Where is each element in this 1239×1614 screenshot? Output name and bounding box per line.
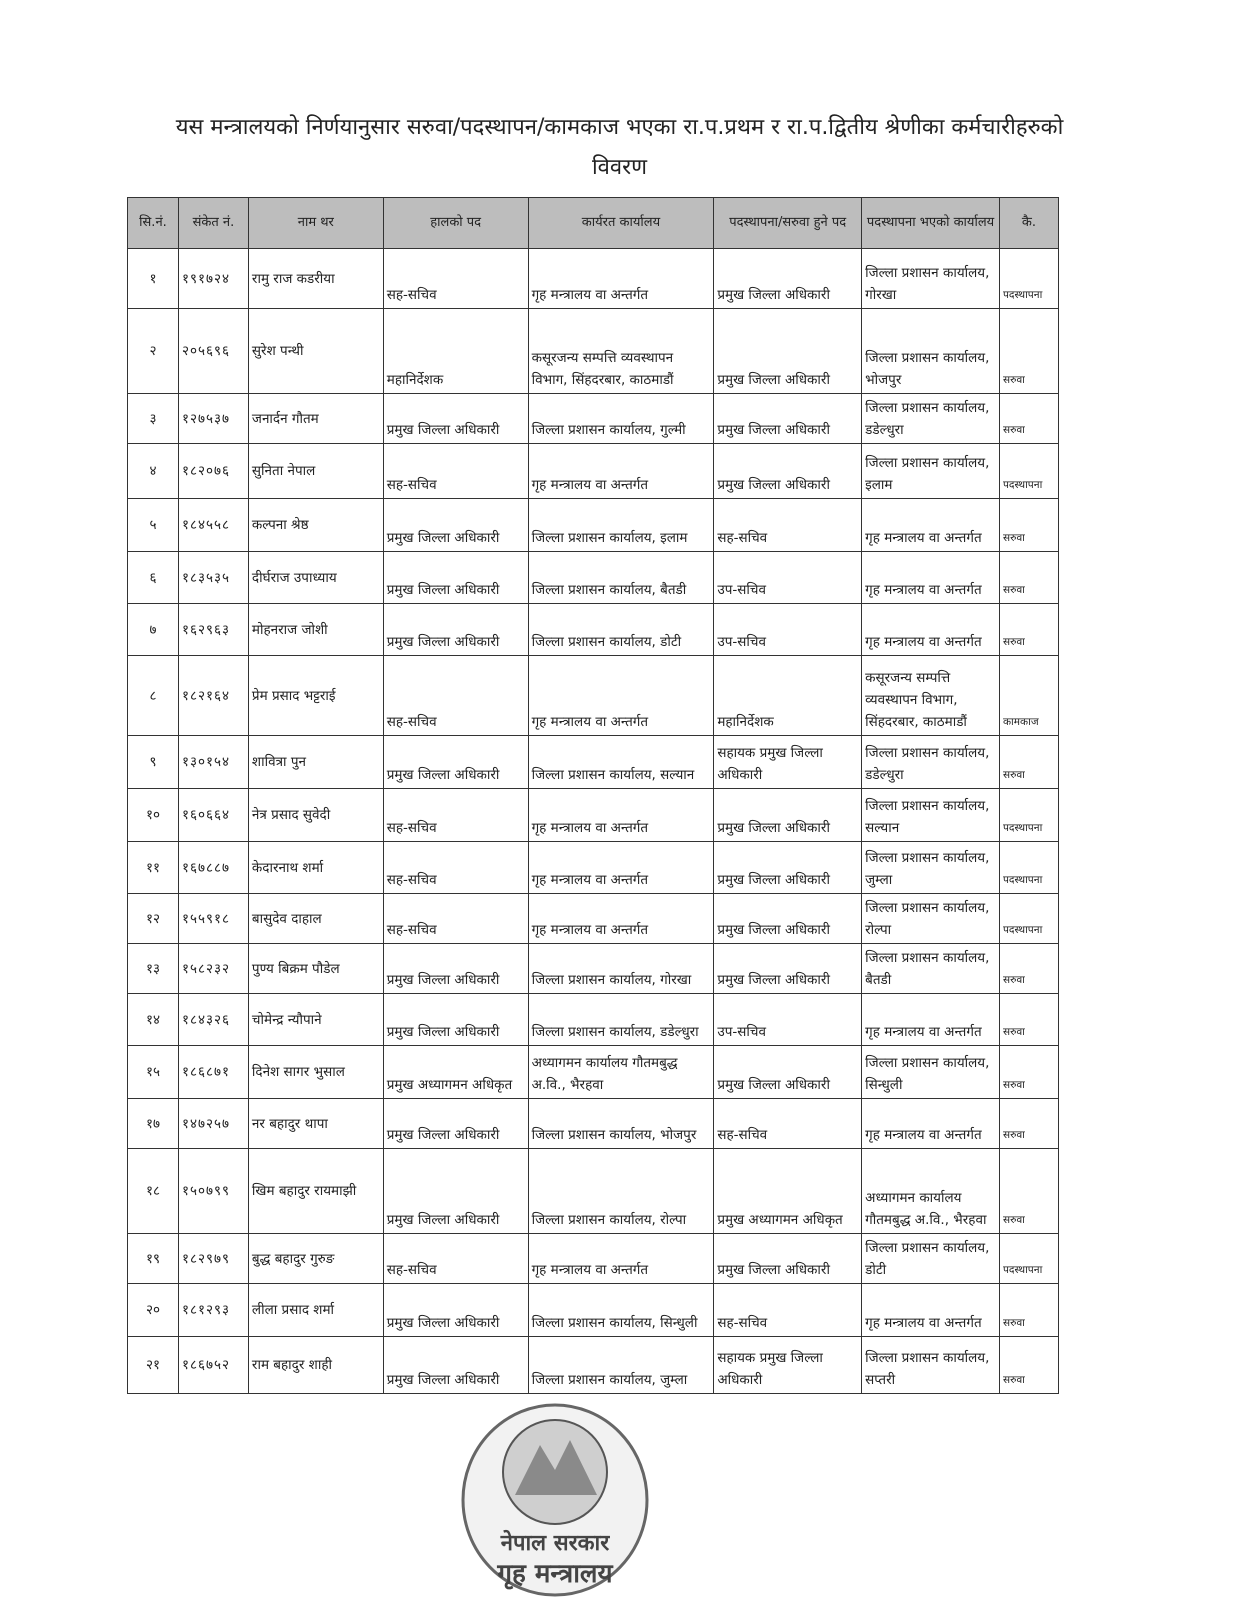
- cell-current-office: गृह मन्त्रालय वा अन्तर्गत: [528, 444, 714, 499]
- cell-code: १६०६६४: [178, 789, 248, 842]
- cell-new-post: प्रमुख जिल्ला अधिकारी: [714, 894, 862, 944]
- transfer-table: [127, 197, 1059, 1394]
- cell-remarks: सरुवा: [999, 994, 1058, 1046]
- cell-current-office: जिल्ला प्रशासन कार्यालय, सल्यान: [528, 736, 714, 789]
- cell-current-office: गृह मन्त्रालय वा अन्तर्गत: [528, 656, 714, 736]
- cell-new-office: गृह मन्त्रालय वा अन्तर्गत: [862, 1284, 1000, 1337]
- table-row: [128, 499, 1059, 552]
- table-row: [128, 249, 1059, 309]
- cell-remarks: कामकाज: [999, 656, 1058, 736]
- cell-name: शावित्रा पुन: [248, 736, 383, 789]
- cell-current-office: गृह मन्त्रालय वा अन्तर्गत: [528, 842, 714, 894]
- document-title: [0, 108, 1239, 188]
- cell-new-office: जिल्ला प्रशासन कार्यालय, डोटी: [862, 1234, 1000, 1284]
- cell-new-office: जिल्ला प्रशासन कार्यालय, जुम्ला: [862, 842, 1000, 894]
- seal-text-bottom: गृह मन्त्रालय: [497, 1559, 613, 1589]
- cell-serial: १७: [128, 1099, 179, 1149]
- seal-text-top: नेपाल सरकार: [500, 1531, 610, 1556]
- cell-new-post: प्रमुख अध्यागमन अधिकृत: [714, 1149, 862, 1234]
- cell-current-post: प्रमुख जिल्ला अधिकारी: [383, 604, 528, 656]
- cell-new-office: जिल्ला प्रशासन कार्यालय, सल्यान: [862, 789, 1000, 842]
- cell-code: १८६७५२: [178, 1337, 248, 1394]
- cell-new-post: प्रमुख जिल्ला अधिकारी: [714, 842, 862, 894]
- cell-current-post: प्रमुख जिल्ला अधिकारी: [383, 1099, 528, 1149]
- cell-code: १८४३२६: [178, 994, 248, 1046]
- cell-new-post: प्रमुख जिल्ला अधिकारी: [714, 1046, 862, 1099]
- cell-new-post: सह-सचिव: [714, 1099, 862, 1149]
- cell-code: १५०७९९: [178, 1149, 248, 1234]
- title-line-2: विवरण: [591, 155, 648, 180]
- table-row: [128, 736, 1059, 789]
- cell-new-post: प्रमुख जिल्ला अधिकारी: [714, 309, 862, 394]
- cell-new-office: गृह मन्त्रालय वा अन्तर्गत: [862, 552, 1000, 604]
- cell-serial: १०: [128, 789, 179, 842]
- cell-current-office: जिल्ला प्रशासन कार्यालय, रोल्पा: [528, 1149, 714, 1234]
- cell-remarks: सरुवा: [999, 604, 1058, 656]
- cell-current-post: सह-सचिव: [383, 842, 528, 894]
- cell-current-post: प्रमुख जिल्ला अधिकारी: [383, 552, 528, 604]
- cell-current-post: प्रमुख अध्यागमन अधिकृत: [383, 1046, 528, 1099]
- cell-current-post: प्रमुख जिल्ला अधिकारी: [383, 994, 528, 1046]
- cell-name: सुनिता नेपाल: [248, 444, 383, 499]
- table-row: [128, 1046, 1059, 1099]
- table-row: [128, 1149, 1059, 1234]
- cell-new-post: प्रमुख जिल्ला अधिकारी: [714, 944, 862, 994]
- cell-serial: ६: [128, 552, 179, 604]
- cell-new-post: सहायक प्रमुख जिल्ला अधिकारी: [714, 736, 862, 789]
- cell-current-office: जिल्ला प्रशासन कार्यालय, भोजपुर: [528, 1099, 714, 1149]
- cell-new-post: सह-सचिव: [714, 499, 862, 552]
- cell-name: लीला प्रसाद शर्मा: [248, 1284, 383, 1337]
- cell-remarks: पदस्थापना: [999, 894, 1058, 944]
- cell-name: कल्पना श्रेष्ठ: [248, 499, 383, 552]
- table-row: [128, 1099, 1059, 1149]
- cell-serial: १९: [128, 1234, 179, 1284]
- cell-name: जनार्दन गौतम: [248, 394, 383, 444]
- cell-current-post: प्रमुख जिल्ला अधिकारी: [383, 1337, 528, 1394]
- cell-code: १८६८७१: [178, 1046, 248, 1099]
- cell-serial: २: [128, 309, 179, 394]
- table-header-row: [128, 198, 1059, 249]
- cell-name: प्रेम प्रसाद भट्टराई: [248, 656, 383, 736]
- cell-code: १८३५३५: [178, 552, 248, 604]
- cell-name: बुद्ध बहादुर गुरुङ: [248, 1234, 383, 1284]
- table-row: [128, 894, 1059, 944]
- cell-serial: ५: [128, 499, 179, 552]
- cell-current-office: जिल्ला प्रशासन कार्यालय, डडेल्धुरा: [528, 994, 714, 1046]
- cell-name: मोहनराज जोशी: [248, 604, 383, 656]
- cell-serial: १८: [128, 1149, 179, 1234]
- cell-name: पुण्य बिक्रम पौडेल: [248, 944, 383, 994]
- cell-current-post: प्रमुख जिल्ला अधिकारी: [383, 1284, 528, 1337]
- table-row: [128, 842, 1059, 894]
- cell-code: १८२१६४: [178, 656, 248, 736]
- cell-remarks: सरुवा: [999, 944, 1058, 994]
- table-row: [128, 944, 1059, 994]
- cell-new-post: प्रमुख जिल्ला अधिकारी: [714, 249, 862, 309]
- cell-new-post: उप-सचिव: [714, 604, 862, 656]
- cell-current-office: कसूरजन्य सम्पत्ति व्यवस्थापन विभाग, सिंहदरबार, काठमाडौं: [528, 309, 714, 394]
- cell-serial: १४: [128, 994, 179, 1046]
- cell-current-office: अध्यागमन कार्यालय गौतमबुद्ध अ.वि., भैरहवा: [528, 1046, 714, 1099]
- cell-current-post: प्रमुख जिल्ला अधिकारी: [383, 499, 528, 552]
- cell-new-office: गृह मन्त्रालय वा अन्तर्गत: [862, 994, 1000, 1046]
- cell-remarks: सरुवा: [999, 552, 1058, 604]
- cell-serial: १२: [128, 894, 179, 944]
- table-row: [128, 309, 1059, 394]
- cell-remarks: सरुवा: [999, 1099, 1058, 1149]
- cell-name: सुरेश पन्थी: [248, 309, 383, 394]
- column-header-current-office: कार्यरत कार्यालय: [528, 198, 714, 249]
- cell-new-office: जिल्ला प्रशासन कार्यालय, डडेल्धुरा: [862, 736, 1000, 789]
- cell-new-office: अध्यागमन कार्यालय गौतमबुद्ध अ.वि., भैरहवा: [862, 1149, 1000, 1234]
- column-header-current-post: हालको पद: [383, 198, 528, 249]
- cell-new-office: जिल्ला प्रशासन कार्यालय, डडेल्धुरा: [862, 394, 1000, 444]
- column-header-code: संकेत नं.: [178, 198, 248, 249]
- cell-new-office: जिल्ला प्रशासन कार्यालय, सप्तरी: [862, 1337, 1000, 1394]
- cell-current-office: गृह मन्त्रालय वा अन्तर्गत: [528, 1234, 714, 1284]
- cell-current-office: जिल्ला प्रशासन कार्यालय, गोरखा: [528, 944, 714, 994]
- cell-remarks: सरुवा: [999, 736, 1058, 789]
- cell-remarks: पदस्थापना: [999, 249, 1058, 309]
- cell-new-post: प्रमुख जिल्ला अधिकारी: [714, 789, 862, 842]
- cell-remarks: सरुवा: [999, 499, 1058, 552]
- cell-current-office: जिल्ला प्रशासन कार्यालय, सिन्धुली: [528, 1284, 714, 1337]
- cell-new-post: प्रमुख जिल्ला अधिकारी: [714, 394, 862, 444]
- cell-current-post: सह-सचिव: [383, 1234, 528, 1284]
- column-header-new-office: पदस्थापना भएको कार्यालय: [862, 198, 1000, 249]
- table-row: [128, 1337, 1059, 1394]
- cell-serial: २०: [128, 1284, 179, 1337]
- cell-current-office: गृह मन्त्रालय वा अन्तर्गत: [528, 249, 714, 309]
- table-row: [128, 604, 1059, 656]
- cell-serial: ११: [128, 842, 179, 894]
- cell-code: १५८२३२: [178, 944, 248, 994]
- cell-code: १८४५५८: [178, 499, 248, 552]
- title-line-1: यस मन्त्रालयको निर्णयानुसार सरुवा/पदस्थापन/कामकाज भएका रा.प.प्रथम र रा.प.द्वितीय श्रेणीका कर्मचारीहरुको: [175, 115, 1064, 140]
- cell-serial: ९: [128, 736, 179, 789]
- cell-new-office: गृह मन्त्रालय वा अन्तर्गत: [862, 1099, 1000, 1149]
- cell-serial: ७: [128, 604, 179, 656]
- cell-remarks: पदस्थापना: [999, 1234, 1058, 1284]
- cell-remarks: पदस्थापना: [999, 444, 1058, 499]
- cell-current-office: गृह मन्त्रालय वा अन्तर्गत: [528, 789, 714, 842]
- cell-name: दिनेश सागर भुसाल: [248, 1046, 383, 1099]
- cell-remarks: सरुवा: [999, 309, 1058, 394]
- cell-new-post: सहायक प्रमुख जिल्ला अधिकारी: [714, 1337, 862, 1394]
- cell-name: नेत्र प्रसाद सुवेदी: [248, 789, 383, 842]
- cell-current-post: सह-सचिव: [383, 789, 528, 842]
- column-header-new-post: पदस्थापना/सरुवा हुने पद: [714, 198, 862, 249]
- cell-current-office: जिल्ला प्रशासन कार्यालय, इलाम: [528, 499, 714, 552]
- cell-current-post: सह-सचिव: [383, 894, 528, 944]
- cell-current-office: जिल्ला प्रशासन कार्यालय, गुल्मी: [528, 394, 714, 444]
- cell-name: बासुदेव दाहाल: [248, 894, 383, 944]
- table-row: [128, 1284, 1059, 1337]
- cell-new-office: कसूरजन्य सम्पत्ति व्यवस्थापन विभाग, सिंहदरबार, काठमाडौं: [862, 656, 1000, 736]
- cell-serial: १५: [128, 1046, 179, 1099]
- table-row: [128, 1234, 1059, 1284]
- cell-name: रामु राज कडरीया: [248, 249, 383, 309]
- cell-new-office: गृह मन्त्रालय वा अन्तर्गत: [862, 604, 1000, 656]
- cell-code: १५५९१८: [178, 894, 248, 944]
- column-header-serial: सि.नं.: [128, 198, 179, 249]
- cell-new-office: जिल्ला प्रशासन कार्यालय, रोल्पा: [862, 894, 1000, 944]
- cell-new-post: महानिर्देशक: [714, 656, 862, 736]
- table-row: [128, 444, 1059, 499]
- cell-new-post: प्रमुख जिल्ला अधिकारी: [714, 444, 862, 499]
- table-row: [128, 656, 1059, 736]
- cell-name: नर बहादुर थापा: [248, 1099, 383, 1149]
- cell-current-post: सह-सचिव: [383, 249, 528, 309]
- column-header-name: नाम थर: [248, 198, 383, 249]
- cell-code: १८१२९३: [178, 1284, 248, 1337]
- table-row: [128, 552, 1059, 604]
- cell-current-office: जिल्ला प्रशासन कार्यालय, डोटी: [528, 604, 714, 656]
- cell-current-post: प्रमुख जिल्ला अधिकारी: [383, 394, 528, 444]
- table-row: [128, 394, 1059, 444]
- cell-serial: ३: [128, 394, 179, 444]
- table-row: [128, 994, 1059, 1046]
- cell-code: १४७२५७: [178, 1099, 248, 1149]
- cell-current-post: महानिर्देशक: [383, 309, 528, 394]
- cell-serial: १३: [128, 944, 179, 994]
- cell-remarks: सरुवा: [999, 1337, 1058, 1394]
- cell-code: १९१७२४: [178, 249, 248, 309]
- cell-remarks: सरुवा: [999, 394, 1058, 444]
- cell-serial: २१: [128, 1337, 179, 1394]
- cell-current-post: सह-सचिव: [383, 444, 528, 499]
- ministry-seal-logo: [455, 1400, 655, 1600]
- cell-new-office: गृह मन्त्रालय वा अन्तर्गत: [862, 499, 1000, 552]
- cell-new-office: जिल्ला प्रशासन कार्यालय, गोरखा: [862, 249, 1000, 309]
- cell-current-office: जिल्ला प्रशासन कार्यालय, जुम्ला: [528, 1337, 714, 1394]
- cell-remarks: पदस्थापना: [999, 842, 1058, 894]
- cell-new-office: जिल्ला प्रशासन कार्यालय, बैतडी: [862, 944, 1000, 994]
- cell-code: १८२९७९: [178, 1234, 248, 1284]
- cell-serial: ८: [128, 656, 179, 736]
- cell-name: राम बहादुर शाही: [248, 1337, 383, 1394]
- cell-new-post: प्रमुख जिल्ला अधिकारी: [714, 1234, 862, 1284]
- cell-serial: ४: [128, 444, 179, 499]
- cell-remarks: सरुवा: [999, 1284, 1058, 1337]
- table-row: [128, 789, 1059, 842]
- cell-name: चोमेन्द्र न्यौपाने: [248, 994, 383, 1046]
- cell-remarks: सरुवा: [999, 1046, 1058, 1099]
- cell-code: १८२०७६: [178, 444, 248, 499]
- cell-current-office: गृह मन्त्रालय वा अन्तर्गत: [528, 894, 714, 944]
- cell-current-post: सह-सचिव: [383, 656, 528, 736]
- cell-current-post: प्रमुख जिल्ला अधिकारी: [383, 944, 528, 994]
- cell-code: १६२९६३: [178, 604, 248, 656]
- cell-name: दीर्घराज उपाध्याय: [248, 552, 383, 604]
- cell-remarks: पदस्थापना: [999, 789, 1058, 842]
- cell-new-post: सह-सचिव: [714, 1284, 862, 1337]
- cell-code: २०५६९६: [178, 309, 248, 394]
- cell-serial: १: [128, 249, 179, 309]
- cell-current-post: प्रमुख जिल्ला अधिकारी: [383, 736, 528, 789]
- cell-current-office: जिल्ला प्रशासन कार्यालय, बैतडी: [528, 552, 714, 604]
- cell-new-office: जिल्ला प्रशासन कार्यालय, सिन्धुली: [862, 1046, 1000, 1099]
- column-header-remarks: कै.: [999, 198, 1058, 249]
- cell-new-office: जिल्ला प्रशासन कार्यालय, इलाम: [862, 444, 1000, 499]
- cell-remarks: सरुवा: [999, 1149, 1058, 1234]
- cell-name: केदारनाथ शर्मा: [248, 842, 383, 894]
- cell-code: १२७५३७: [178, 394, 248, 444]
- cell-new-post: उप-सचिव: [714, 552, 862, 604]
- cell-new-post: उप-सचिव: [714, 994, 862, 1046]
- cell-code: १६७८८७: [178, 842, 248, 894]
- cell-new-office: जिल्ला प्रशासन कार्यालय, भोजपुर: [862, 309, 1000, 394]
- cell-name: खिम बहादुर रायमाझी: [248, 1149, 383, 1234]
- cell-code: १३०१५४: [178, 736, 248, 789]
- cell-current-post: प्रमुख जिल्ला अधिकारी: [383, 1149, 528, 1234]
